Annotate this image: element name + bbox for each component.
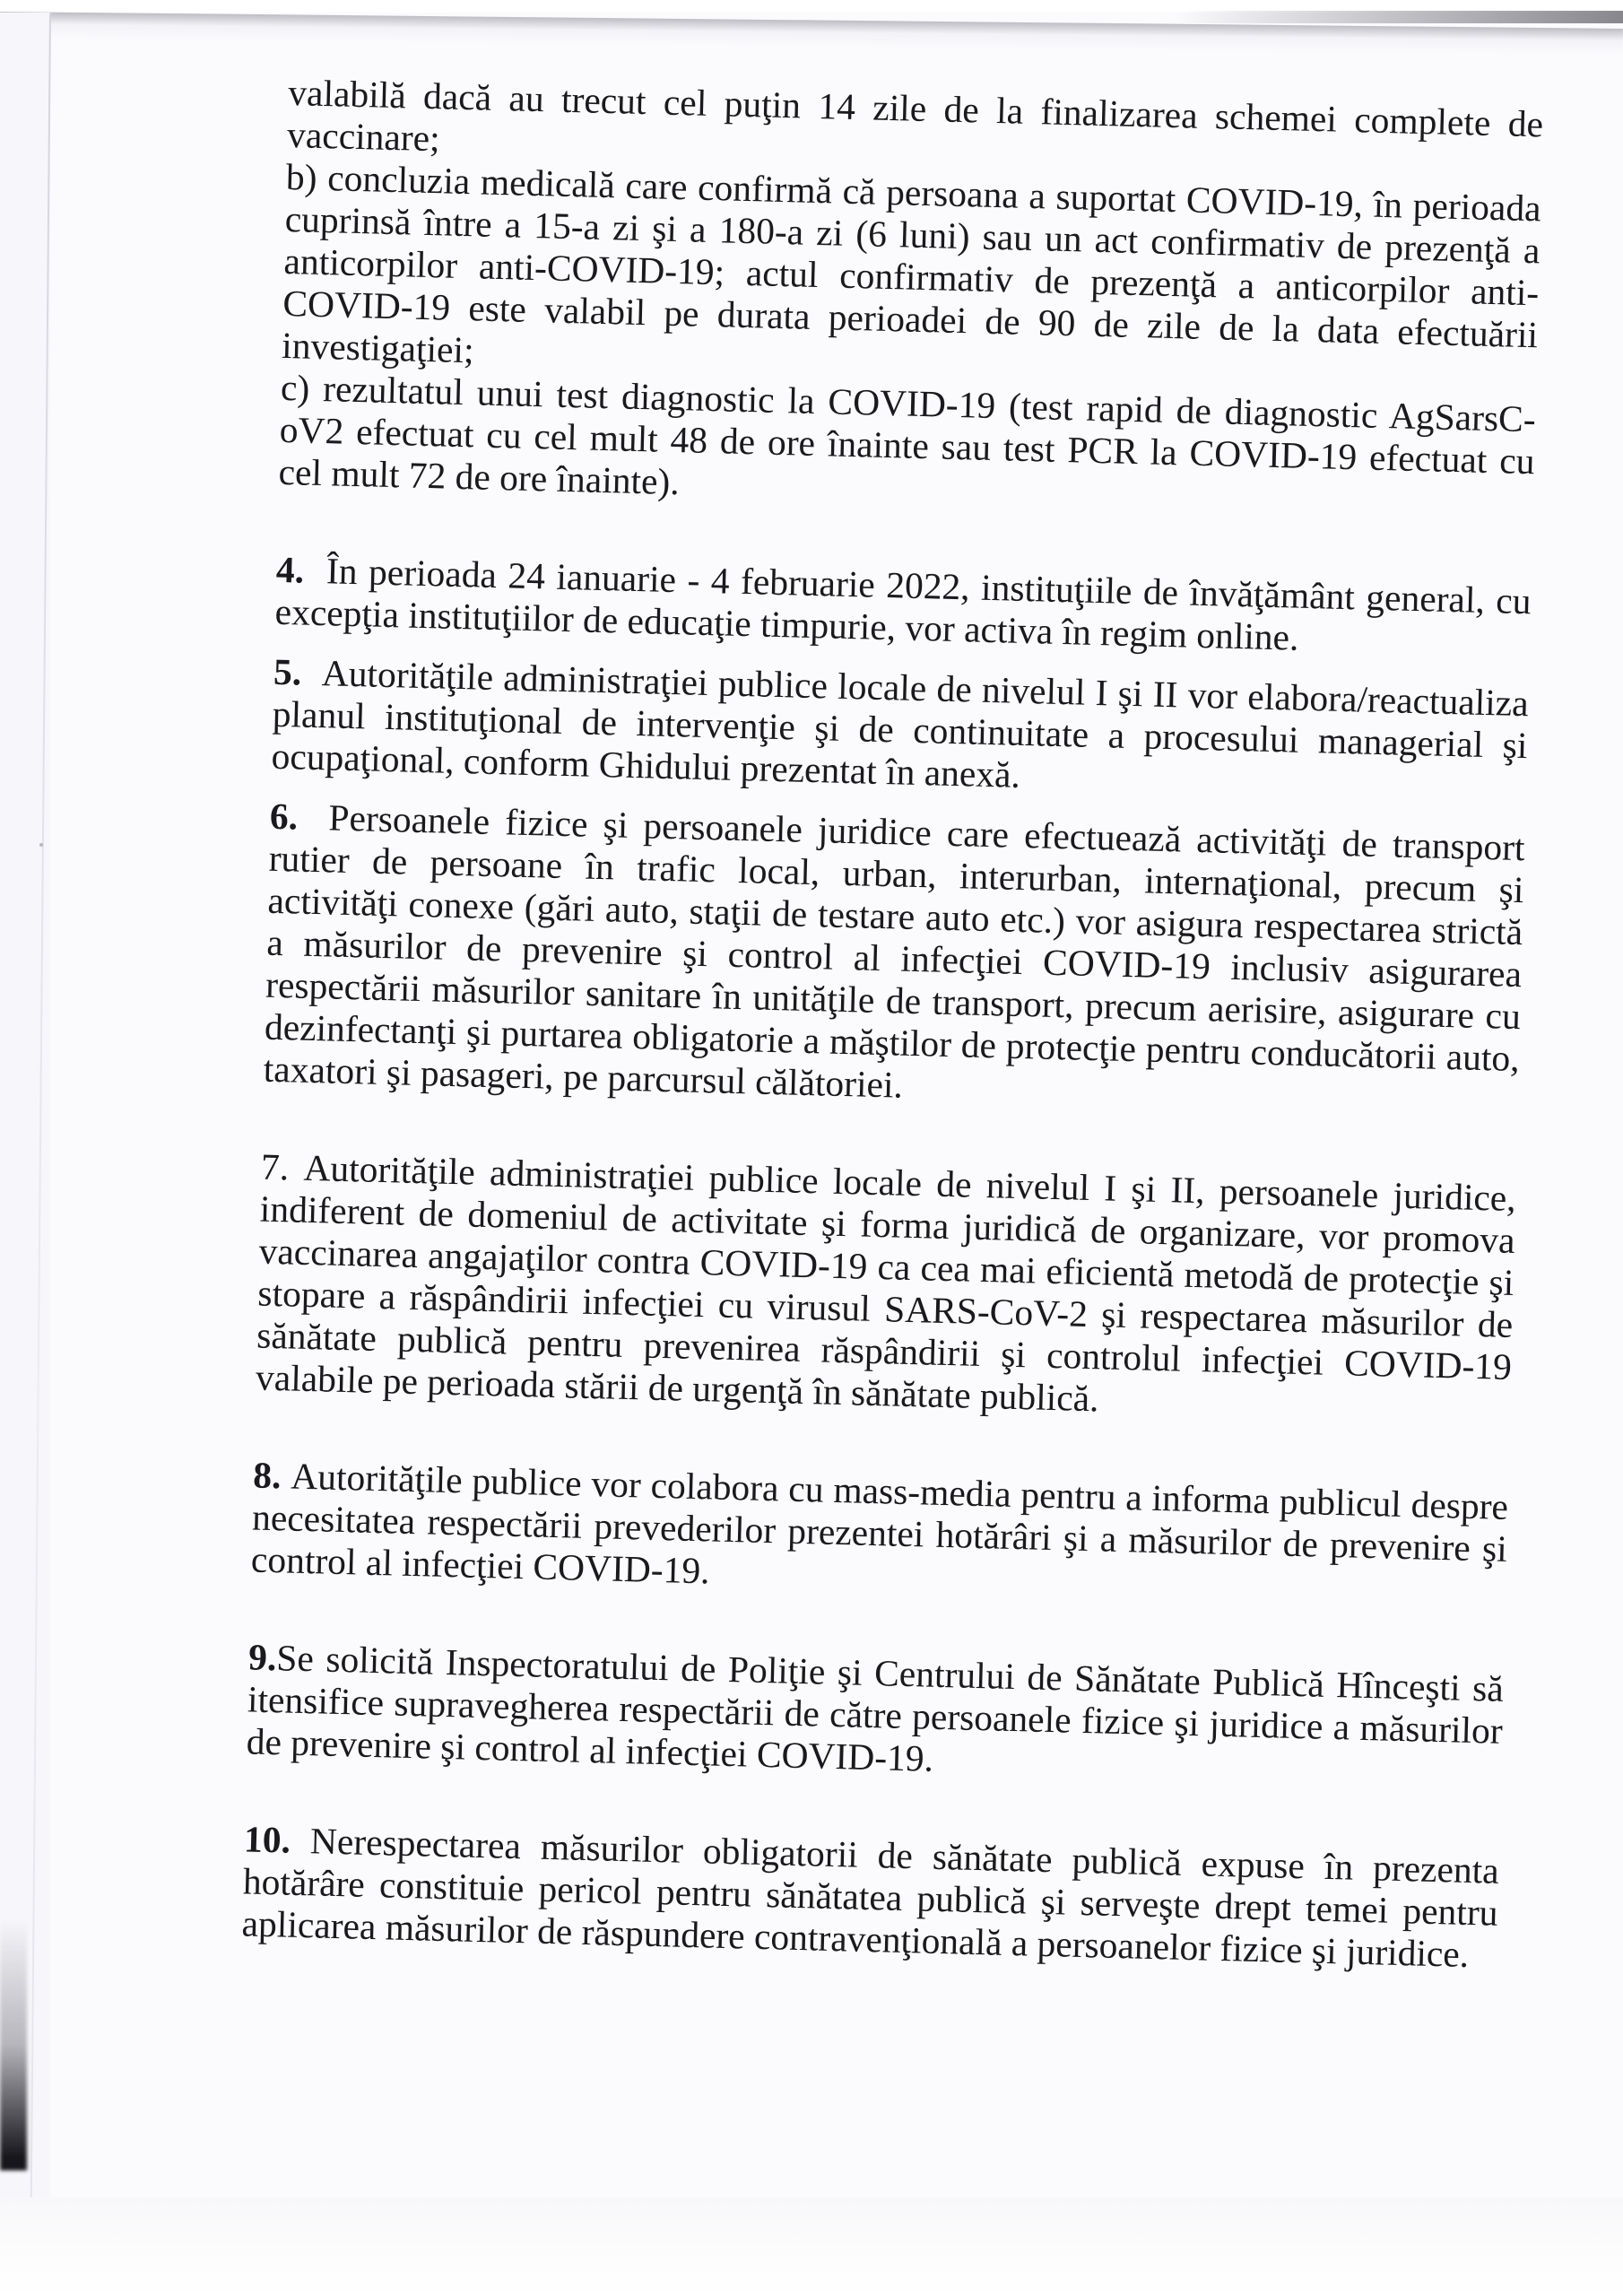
scan-margin-bottom — [0, 2197, 1623, 2296]
item-number: 5. — [273, 650, 302, 693]
continuation-lead: valabilă dacă au trecut cel puţin 14 zile de la finalizarea schemei complete de vaccinare; — [286, 72, 1544, 160]
item-text: Autorităţile administraţiei publice locale de nivelul I şi II vor elabora/reactualiza planul instituţional de intervenţie şi de continuitate a procesului managerial şi ocupaţional, conform Ghidului prezentat în anexă. — [271, 652, 1530, 796]
item-text: Se solicită Inspectoratului de Poliţie şi Centrului de Sănătate Publică Hînceşti să itensifice supravegherea respectării de către persoanele fizice şi juridice a măsurilor de prevenire şi control al infecţiei COVID-19. — [246, 1637, 1505, 1779]
item-text: Persoanele fizice şi persoanele juridice care efectuează activităţi de transport rutier de persoane în trafic local, urban, interurban, internaţional, precum şi activităţi conexe (gări auto, staţii de testare auto etc.) vor asigura respectarea strictă a măsurilor de prevenire şi control al infecţiei COVID-19 inclusiv asigurarea respectării măsurilor sanitare în unităţile de transport, precum aerisire, asigurare cu dezinfectanţi şi purtarea obligatorie a măştilor de protecţie pentru conducătorii auto, taxatori şi pasageri, pe parcursul călătoriei. — [263, 796, 1526, 1106]
item-number: 9. — [247, 1636, 277, 1679]
document-page — [241, 72, 1543, 1977]
item-number: 7. — [260, 1145, 290, 1188]
item-6 — [263, 796, 1525, 1122]
scan-speck — [39, 843, 43, 847]
clause-c: c) rezultatul unui test diagnostic la COVID-19 (test rapid de diagnostic AgSarsC-oV2 efectuat cu cel mult 48 de ore înainte sau test PCR la COVID-19 efectuat cu cel mult 72 de ore înainte). — [278, 366, 1537, 503]
item-text: Autorităţile administraţiei publice locale de nivelul I şi II, persoanele juridice, indiferent de domeniul de activitate şi forma juridică de organizare, vor promova vaccinarea angajaţilor contra COVID-19 ca cea mai eficientă metodă de protecţie şi stopare a răspândirii infecţiei cu virusul SARS-CoV-2 şi respectarea măsurilor de sănătate publică pentru prevenirea răspândirii şi controlul infecţiei COVID-19 valabile pe perioada stării de urgenţă în sănătate publică. — [255, 1146, 1517, 1420]
binding-smear — [0, 1919, 27, 2170]
item-number: 10. — [243, 1818, 291, 1861]
clause-b: b) concluzia medicală care confirmă că persoana a suportat COVID-19, în perioada cuprinsă între a 15-a zi şi a 180-a zi (6 luni) sau un act confirmativ de prezenţă a anticorpilor anti-COVID-19; actul confirmativ de prezenţă a anticorpilor anti-COVID-19 este valabil pe durata perioadei de 90 de zile de la data efectuării investigaţiei; — [281, 155, 1542, 371]
item-number: 6. — [269, 795, 299, 838]
paper-edge-shadow-right — [1175, 11, 1623, 23]
item-text: În perioada 24 ianuarie - 4 februarie 2022, instituţiile de învăţământ general, cu excepţia instituţiilor de educaţie timpurie, vor activa în regim online. — [274, 550, 1532, 658]
item-number: 4. — [275, 548, 305, 591]
item-7 — [256, 1146, 1517, 1431]
item-number: 8. — [252, 1454, 282, 1497]
item-text: Autorităţile publice vor colabora cu mass-media pentru a informa publicul despre necesitatea respectării prevederilor prezentei hotărâri şi a măsurilor de prevenire şi control al infecţiei COVID-19. — [250, 1455, 1509, 1592]
item-text: Nerespectarea măsurilor obligatorii de sănătate publică expuse în prezenta hotărâre constituie pericol pentru sănătatea publică şi serveşte drept temei pentru aplicarea măsurilor de răspundere contravenţională a persoanelor fizice şi juridice. — [241, 1820, 1500, 1975]
